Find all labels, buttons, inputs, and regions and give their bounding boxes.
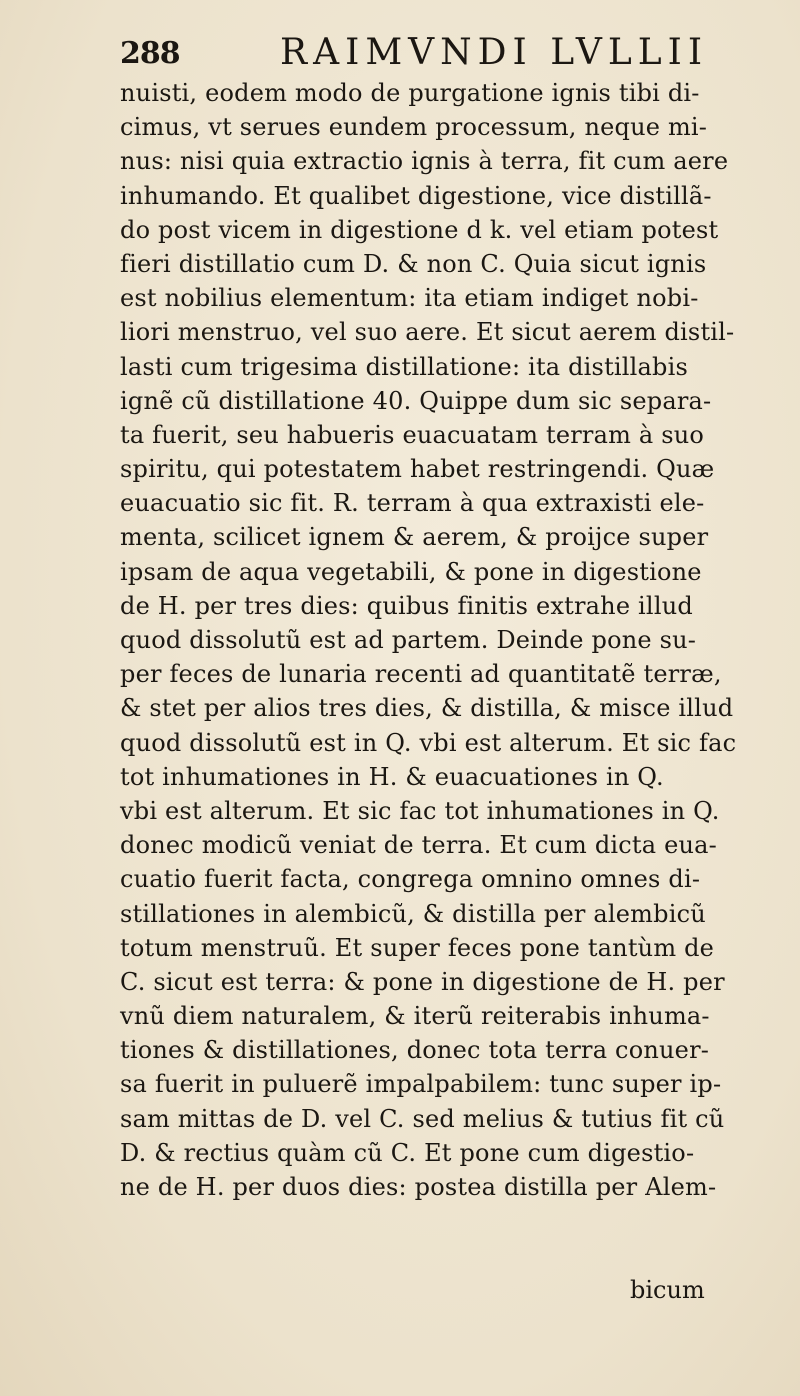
- text-line: est nobilius elementum: ita etiam indiget nobi-: [120, 284, 699, 313]
- text-line: menta, scilicet ignem & aerem, & proijce super: [120, 523, 709, 552]
- text-line: per feces de lunaria recenti ad quantitatẽ terræ,: [120, 660, 722, 689]
- running-head: RAIMVNDI LVLLII: [280, 32, 709, 73]
- text-line: sa fuerit in puluerẽ impalpabilem: tunc super ip-: [120, 1070, 722, 1099]
- text-line: cimus, vt serues eundem processum, neque mi-: [120, 113, 708, 142]
- text-line: stillationes in alembicũ, & distilla per alembicũ: [120, 899, 706, 928]
- text-line: cuatio fuerit facta, congrega omnino omnes di-: [120, 865, 701, 894]
- text-line: & stet per alios tres dies, & distilla, & misce illud: [120, 694, 734, 723]
- text-line: tiones & distillationes, donec tota terra conuer-: [120, 1036, 710, 1065]
- text-line: quod dissolutũ est ad partem. Deinde pone su-: [120, 626, 697, 654]
- text-line: sam mittas de D. vel C. sed melius & tutius fit cũ: [120, 1104, 725, 1133]
- text-line: quod dissolutũ est in Q. vbi est alterum. Et sic fac: [120, 728, 737, 757]
- text-line: fieri distillatio cum D. & non C. Quia sicut ignis: [120, 249, 707, 278]
- text-line: nus: nisi quia extractio ignis à terra, fit cum aere: [120, 147, 729, 176]
- text-line: ipsam de aqua vegetabili, & pone in digestione: [120, 557, 702, 586]
- text-line: de H. per tres dies: quibus finitis extrahe illud: [120, 591, 693, 620]
- text-line: tot inhumationes in H. & euacuationes in Q.: [120, 762, 664, 791]
- text-line: donec modicũ veniat de terra. Et cum dicta eua-: [120, 831, 717, 860]
- page-header: [120, 32, 709, 78]
- text-line: ta fuerit, seu habueris euacuatam terram à suo: [120, 420, 705, 449]
- text-line: vnũ diem naturalem, & iterũ reiterabis inhuma-: [120, 1002, 710, 1031]
- text-line: ne de H. per duos dies: postea distilla per Alem-: [120, 1173, 717, 1201]
- text-line: lasti cum trigesima distillatione: ita distillabis: [120, 352, 689, 381]
- text-line: euacuatio sic fit. R. terram à qua extraxisti ele-: [120, 489, 705, 518]
- text-line: C. sicut est terra: & pone in digestione de H. per: [120, 967, 725, 996]
- text-line: nuisti, eodem modo de purgatione ignis tibi di-: [120, 79, 700, 107]
- text-line: do post vicem in digestione d k. vel etiam potest: [120, 215, 719, 244]
- text-line: D. & rectius quàm cũ C. Et pone cum digestio-: [120, 1138, 695, 1167]
- text-line: totum menstruũ. Et super feces pone tantùm de: [120, 933, 715, 962]
- body-text: [120, 76, 737, 1204]
- text-line: liori menstruo, vel suo aere. Et sicut aerem distil-: [120, 318, 735, 347]
- text-line: inhumando. Et qualibet digestione, vice distillã-: [120, 181, 712, 210]
- text-line: vbi est alterum. Et sic fac tot inhumationes in Q.: [120, 796, 720, 825]
- catchword: bicum: [630, 1276, 705, 1304]
- text-line: ignẽ cũ distillatione 40. Quippe dum sic separa-: [120, 386, 712, 415]
- page-number: 288: [120, 36, 180, 71]
- text-line: spiritu, qui potestatem habet restringendi. Quæ: [120, 455, 715, 484]
